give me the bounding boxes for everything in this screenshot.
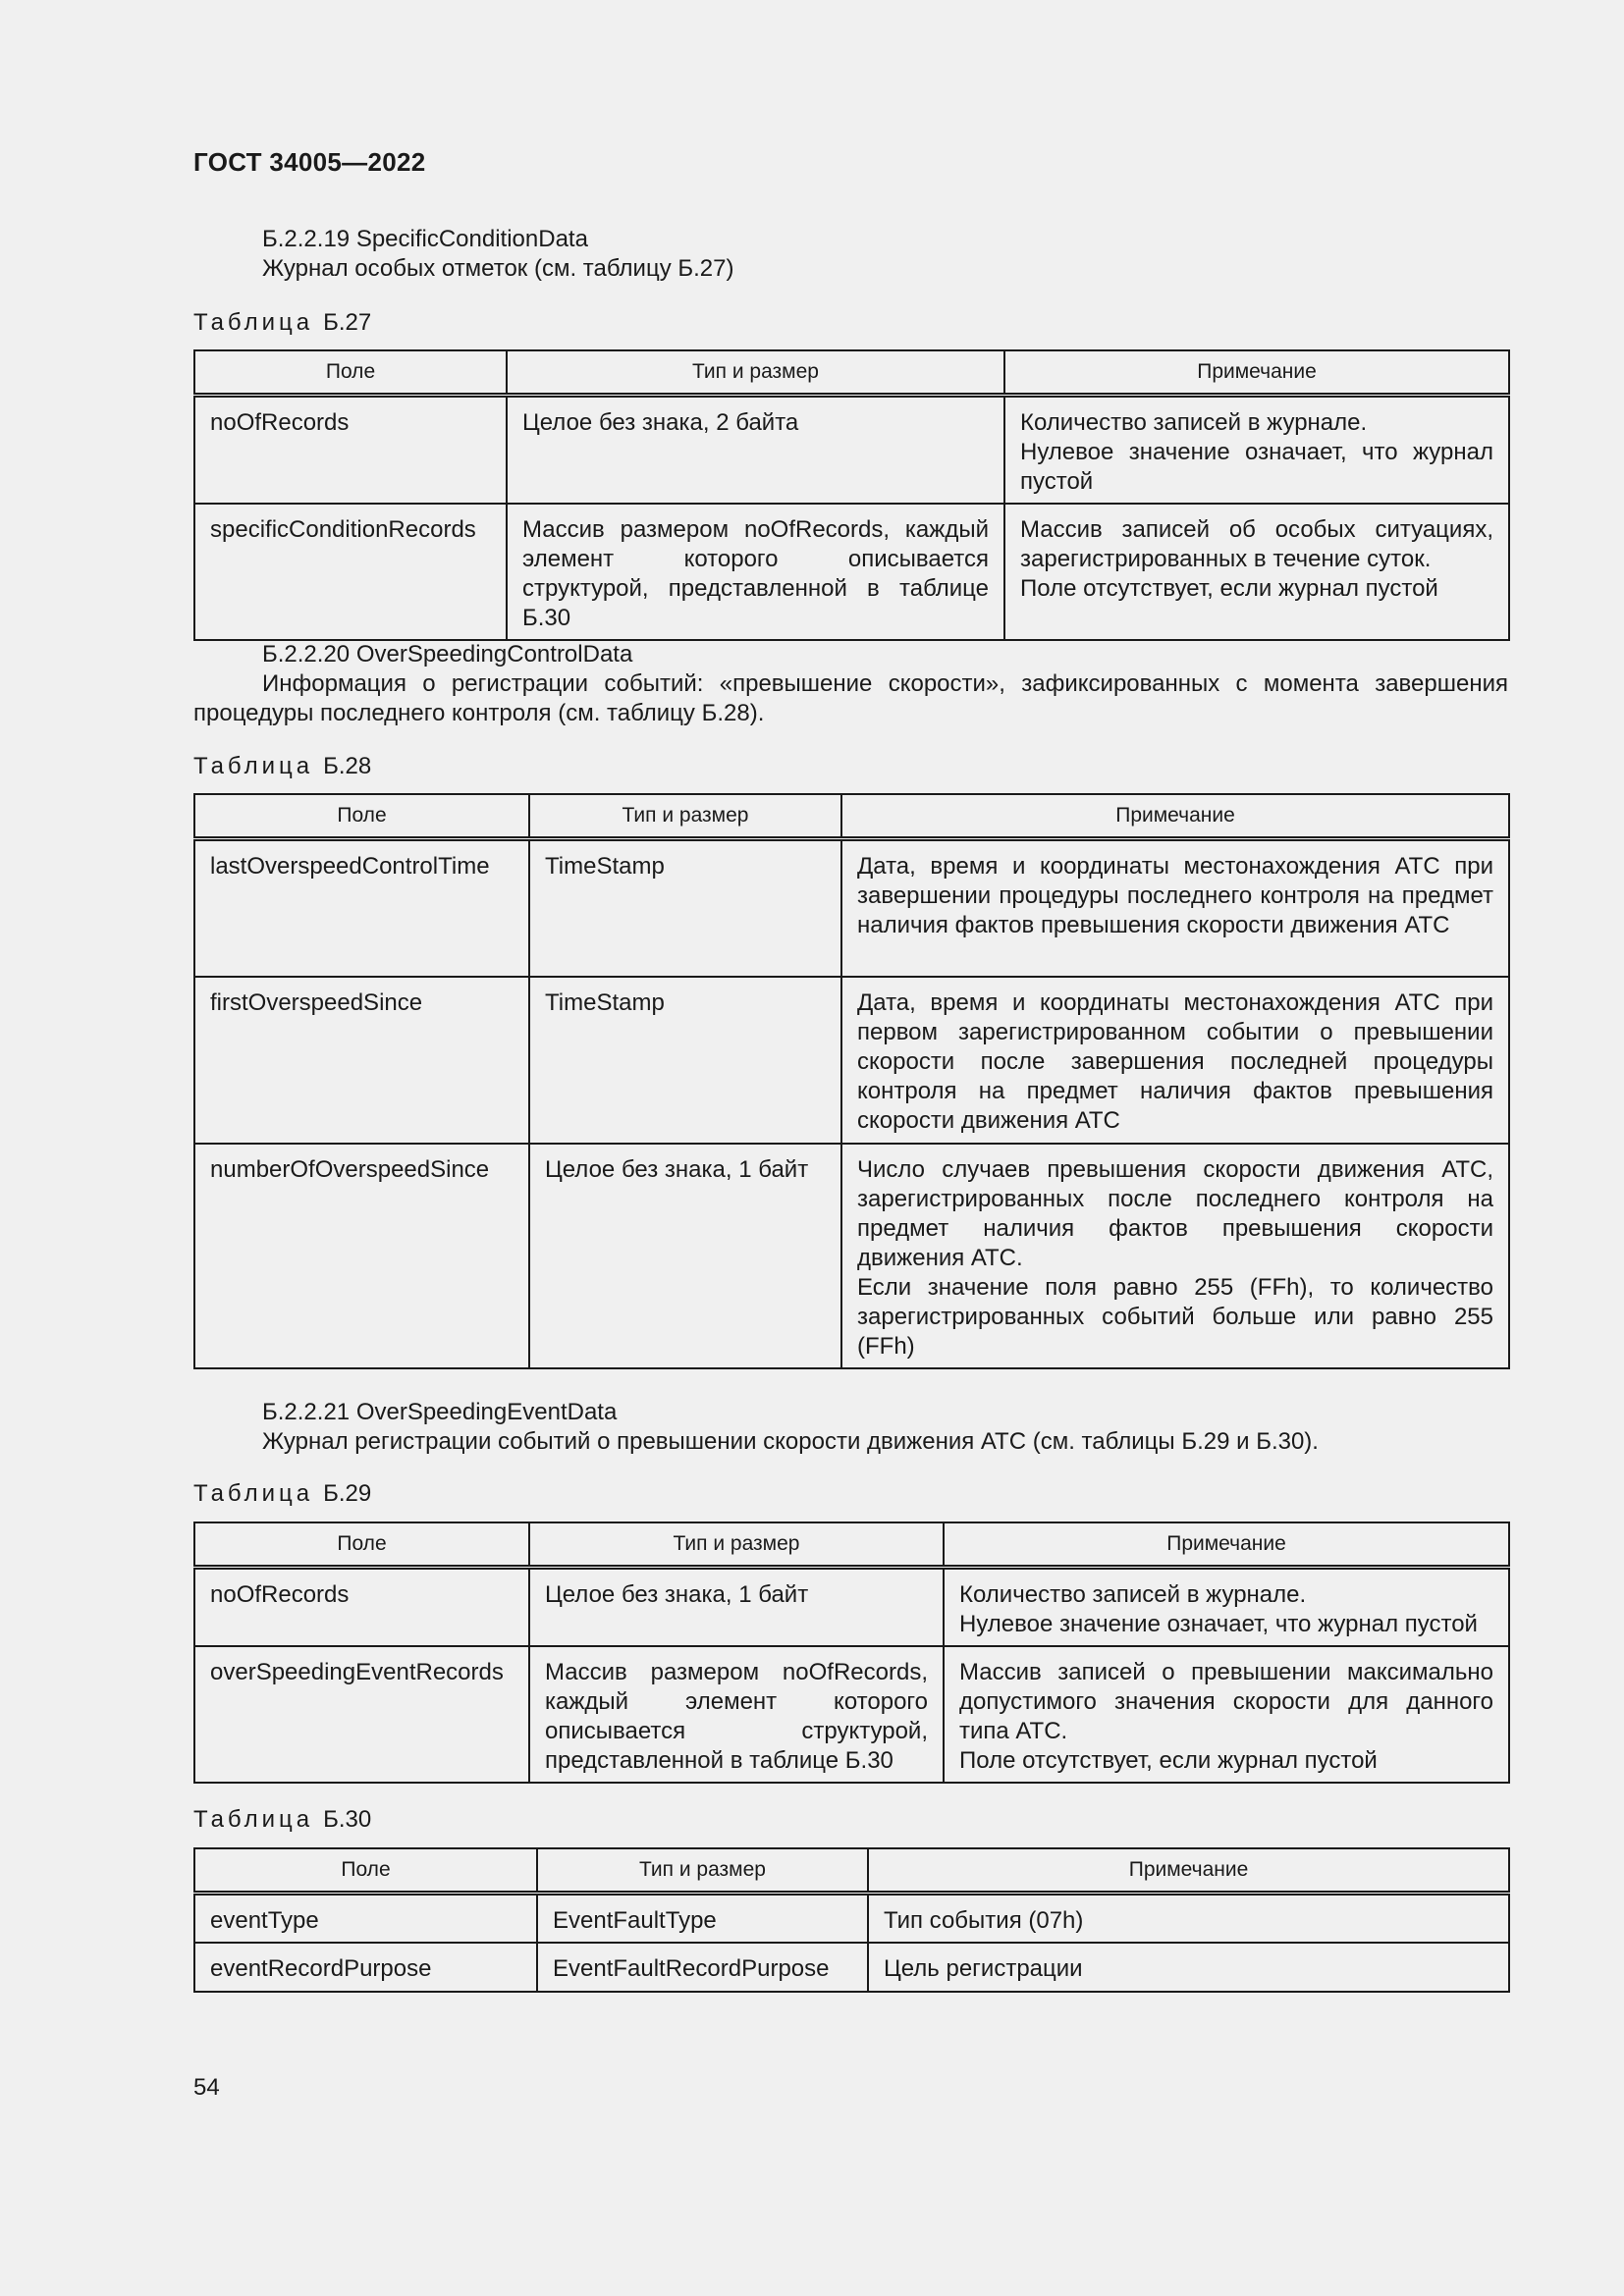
table-header-row xyxy=(194,350,1509,396)
table-caption-label: Таблица xyxy=(193,1806,314,1833)
table-caption-label: Таблица xyxy=(193,1480,314,1507)
table-caption-b29 xyxy=(193,1480,371,1508)
cell-field: noOfRecords xyxy=(194,1568,529,1647)
cell-note xyxy=(841,1144,1509,1368)
section-b-2-2-21 xyxy=(193,1398,1508,1457)
header-note: Примечание xyxy=(1004,350,1509,396)
table-b27 xyxy=(193,349,1510,641)
table-b29 xyxy=(193,1522,1510,1784)
cell-field: noOfRecords xyxy=(194,396,507,505)
cell-type: EventFaultType xyxy=(537,1894,868,1944)
section-number: Б.2.2.20 OverSpeedingControlData xyxy=(262,641,633,667)
table-b30 xyxy=(193,1847,1510,1993)
section-b-2-2-20 xyxy=(193,640,1508,728)
section-b-2-2-19 xyxy=(193,225,1508,284)
cell-type: Целое без знака, 1 байт xyxy=(529,1144,841,1368)
note-line: Количество записей в журнале. xyxy=(959,1581,1307,1608)
cell-note: Цель регистрации xyxy=(868,1943,1509,1992)
header-field: Поле xyxy=(194,350,507,396)
header-field: Поле xyxy=(194,794,529,839)
cell-field: numberOfOverspeedSince xyxy=(194,1144,529,1368)
cell-note xyxy=(944,1646,1509,1783)
cell-field: overSpeedingEventRecords xyxy=(194,1646,529,1783)
cell-note: Дата, время и координаты местонахождения АТС при завершении процедуры последнего контроля на предмет наличия фактов превышения скорости движения АТС xyxy=(841,839,1509,977)
cell-field: eventType xyxy=(194,1894,537,1944)
table-caption-label: Таблица xyxy=(193,309,314,336)
table-row xyxy=(194,1646,1509,1783)
note-line: Количество записей в журнале. xyxy=(1020,409,1368,436)
cell-type: Целое без знака, 1 байт xyxy=(529,1568,944,1647)
cell-field: firstOverspeedSince xyxy=(194,977,529,1144)
note-line: Нулевое значение означает, что журнал пустой xyxy=(1020,439,1493,495)
table-caption-b28 xyxy=(193,753,371,780)
header-note: Примечание xyxy=(868,1848,1509,1894)
table-caption-label: Таблица xyxy=(193,753,314,779)
header-note: Примечание xyxy=(841,794,1509,839)
header-type: Тип и размер xyxy=(529,794,841,839)
table-row xyxy=(194,396,1509,505)
cell-note xyxy=(944,1568,1509,1647)
table-row xyxy=(194,1568,1509,1647)
section-description: Журнал регистрации событий о превышении скорости движения АТС (см. таблицы Б.29 и Б.30). xyxy=(262,1428,1319,1455)
document-header: ГОСТ 34005—2022 xyxy=(193,147,426,177)
cell-note xyxy=(1004,504,1509,640)
note-line: Нулевое значение означает, что журнал пустой xyxy=(959,1611,1478,1637)
cell-field: eventRecordPurpose xyxy=(194,1943,537,1992)
note-line: Число случаев превышения скорости движения АТС, зарегистрированных после последнего контроля на предмет наличия фактов превышения скорости движения АТС. xyxy=(857,1155,1493,1271)
header-type: Тип и размер xyxy=(507,350,1004,396)
table-row xyxy=(194,1144,1509,1368)
cell-note: Дата, время и координаты местонахождения АТС при первом зарегистрированном событии о превышении скорости после завершения последней процедуры контроля на предмет наличия фактов превышения скорости движения АТС xyxy=(841,977,1509,1144)
header-note: Примечание xyxy=(944,1522,1509,1568)
table-caption-b27 xyxy=(193,309,371,337)
cell-type: EventFaultRecordPurpose xyxy=(537,1943,868,1992)
cell-type: Целое без знака, 2 байта xyxy=(507,396,1004,505)
cell-type: TimeStamp xyxy=(529,839,841,977)
header-field: Поле xyxy=(194,1522,529,1568)
table-header-row xyxy=(194,1522,1509,1568)
table-row xyxy=(194,1894,1509,1944)
table-caption-number: Б.28 xyxy=(323,753,372,779)
cell-note: Тип события (07h) xyxy=(868,1894,1509,1944)
section-description: Журнал особых отметок (см. таблицу Б.27) xyxy=(262,255,734,282)
table-caption-number: Б.30 xyxy=(323,1806,372,1833)
table-header-row xyxy=(194,794,1509,839)
table-header-row xyxy=(194,1848,1509,1894)
table-row xyxy=(194,1943,1509,1992)
cell-field: specificConditionRecords xyxy=(194,504,507,640)
table-row xyxy=(194,504,1509,640)
section-description: Информация о регистрации событий: «превышение скорости», зафиксированных с момента завершения процедуры последнего контроля (см. таблицу Б.28). xyxy=(193,670,1508,726)
header-type: Тип и размер xyxy=(537,1848,868,1894)
note-line: Массив записей об особых ситуациях, зарегистрированных в течение суток. xyxy=(1020,516,1493,572)
table-caption-number: Б.27 xyxy=(323,309,372,336)
cell-field: lastOverspeedControlTime xyxy=(194,839,529,977)
header-type: Тип и размер xyxy=(529,1522,944,1568)
cell-type: Массив размером noOfRecords, каждый элемент которого описывается структурой, представленной в таблице Б.30 xyxy=(507,504,1004,640)
note-line: Поле отсутствует, если журнал пустой xyxy=(1020,575,1438,602)
cell-type: TimeStamp xyxy=(529,977,841,1144)
table-b28 xyxy=(193,793,1510,1369)
section-number: Б.2.2.21 OverSpeedingEventData xyxy=(262,1399,618,1425)
cell-note xyxy=(1004,396,1509,505)
note-line: Массив записей о превышении максимально допустимого значения скорости для данного типа АТС. xyxy=(959,1659,1493,1744)
note-line: Если значение поля равно 255 (FFh), то количество зарегистрированных событий больше или равно 255 (FFh) xyxy=(857,1273,1493,1360)
header-field: Поле xyxy=(194,1848,537,1894)
section-number: Б.2.2.19 SpecificConditionData xyxy=(262,226,588,252)
table-row xyxy=(194,977,1509,1144)
table-row xyxy=(194,839,1509,977)
cell-type: Массив размером noOfRecords, каждый элемент которого описывается структурой, представленной в таблице Б.30 xyxy=(529,1646,944,1783)
table-caption-b30 xyxy=(193,1806,371,1834)
table-caption-number: Б.29 xyxy=(323,1480,372,1507)
note-line: Поле отсутствует, если журнал пустой xyxy=(959,1747,1378,1774)
page-number: 54 xyxy=(193,2074,220,2101)
